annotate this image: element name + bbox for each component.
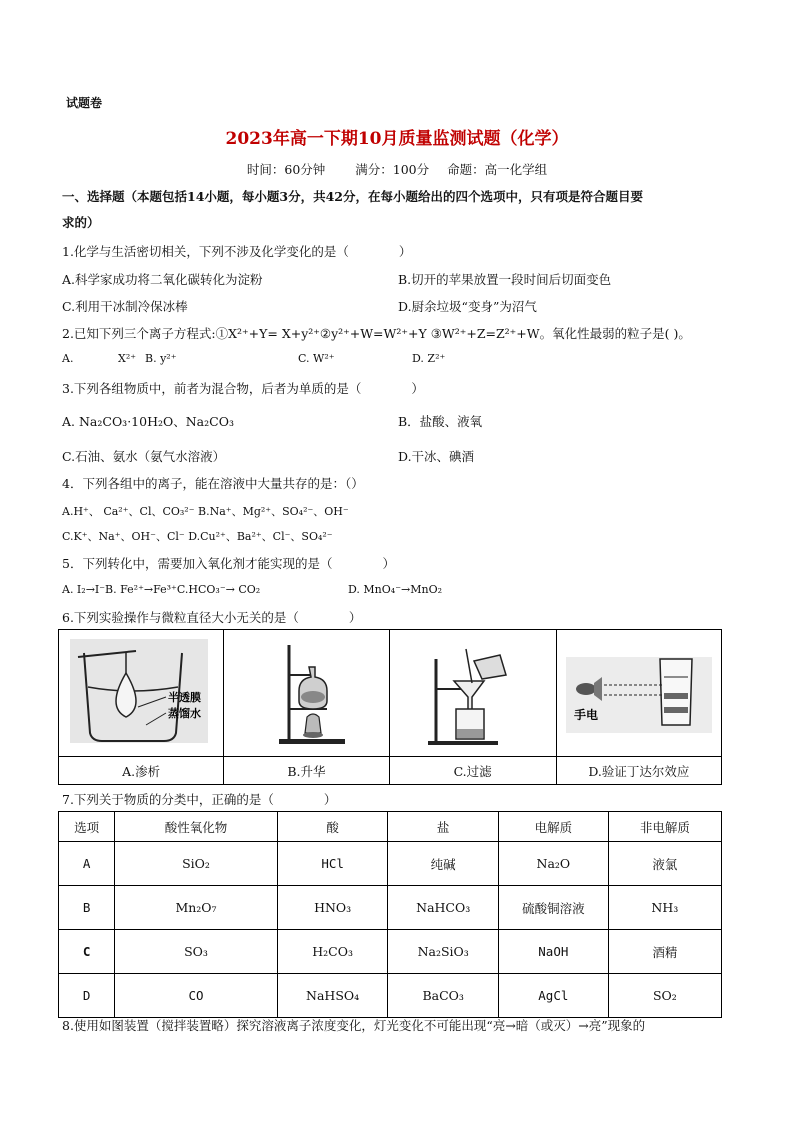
table-row — [59, 930, 722, 974]
question-2-stem: 2.已知下列三个离子方程式:①X²⁺+Y= X+y²⁺②y²⁺+W=W²⁺+Y ③W²⁺+Z=Z²⁺+W。氧化性最弱的粒子是( )。 — [62, 326, 691, 341]
tyndall-diagram — [564, 637, 714, 747]
table-header: 选项 — [59, 812, 115, 842]
table-cell: D — [59, 974, 115, 1018]
apparatus-table — [58, 629, 722, 785]
question-1-option-a: A.科学家成功将二氧化碳转化为淀粉 — [62, 272, 263, 287]
table-header: 非电解质 — [608, 812, 721, 842]
apparatus-filtration — [389, 630, 556, 757]
dialysis-diagram — [66, 637, 216, 747]
table-cell: NaHSO₄ — [277, 974, 388, 1018]
question-2-option-c: C. W²⁺ — [298, 352, 335, 365]
exam-meta — [0, 160, 794, 178]
table-cell: 酒精 — [608, 930, 721, 974]
membrane-label: 半透膜 — [168, 690, 202, 704]
table-cell: NaHCO₃ — [388, 886, 499, 930]
question-5-options-abc: A. I₂→I⁻B. Fe²⁺→Fe³⁺C.HCO₃⁻→ CO₂ — [62, 583, 261, 596]
question-3-option-c: C.石油、氨水（氨气水溶液） — [62, 449, 226, 464]
question-1-stem: 1.化学与生活密切相关，下列不涉及化学变化的是（ ） — [62, 244, 412, 259]
question-4-stem: 4．下列各组中的离子，能在溶液中大量共存的是：（） — [62, 476, 364, 491]
question-6-stem: 6.下列实验操作与微粒直径大小无关的是（ ） — [62, 610, 362, 625]
table-row — [59, 974, 722, 1018]
table-row — [59, 842, 722, 886]
table-cell: 硫酸铜溶液 — [498, 886, 608, 930]
table-cell: 纯碱 — [388, 842, 499, 886]
table-cell: NH₃ — [608, 886, 721, 930]
table-cell: H₂CO₃ — [277, 930, 388, 974]
table-cell: AgCl — [498, 974, 608, 1018]
question-2-option-a-label: A. — [62, 352, 74, 365]
caption-a: A.渗析 — [59, 757, 224, 785]
question-1-option-d: D.厨余垃圾“变身”为沼气 — [398, 299, 537, 314]
question-2-option-d: D. Z²⁺ — [412, 352, 446, 365]
caption-d: D.验证丁达尔效应 — [556, 757, 721, 785]
table-cell: HNO₃ — [277, 886, 388, 930]
table-header: 电解质 — [498, 812, 608, 842]
sublimation-diagram — [231, 637, 381, 747]
question-7-stem: 7.下列关于物质的分类中，正确的是（ ） — [62, 792, 337, 807]
flashlight-label: 手电 — [573, 707, 598, 722]
exam-title: 2023年高一下期10月质量监测试题（化学） — [225, 129, 569, 149]
table-cell: A — [59, 842, 115, 886]
table-header: 盐 — [388, 812, 499, 842]
question-4-options-ab: A.H⁺、 Ca²⁺、Cl、CO₃²⁻ B.Na⁺、Mg²⁺、SO₄²⁻、OH⁻ — [62, 505, 349, 518]
caption-c: C.过滤 — [389, 757, 556, 785]
table-cell: SO₃ — [115, 930, 278, 974]
question-4-options-cd: C.K⁺、Na⁺、OH⁻、Cl⁻ D.Cu²⁺、Ba²⁺、Cl⁻、SO₄²⁻ — [62, 530, 333, 543]
apparatus-dialysis — [59, 630, 224, 757]
table-cell: C — [59, 930, 115, 974]
exam-author: 命题：高一化学组 — [447, 162, 548, 177]
question-3-option-b: B．盐酸、液氧 — [398, 414, 483, 429]
distilled-water-label: 蒸馏水 — [168, 706, 202, 720]
table-cell: Mn₂O₇ — [115, 886, 278, 930]
apparatus-sublimation — [224, 630, 389, 757]
table-cell: NaOH — [498, 930, 608, 974]
table-cell: BaCO₃ — [388, 974, 499, 1018]
apparatus-tyndall — [556, 630, 721, 757]
section-heading: 一、选择题（本题包括14小题，每小题3分，共42分，在每小题给出的四个选项中，只有项是符合题目要 — [62, 189, 643, 204]
question-1-option-b: B.切开的苹果放置一段时间后切面变色 — [398, 272, 612, 287]
table-row — [59, 886, 722, 930]
question-3-stem: 3.下列各组物质中，前者为混合物，后者为单质的是（ ） — [62, 381, 424, 396]
classification-table — [58, 811, 722, 1018]
table-cell: Na₂SiO₃ — [388, 930, 499, 974]
question-5-option-d: D. MnO₄⁻→MnO₂ — [348, 583, 442, 596]
filtration-diagram — [398, 637, 548, 747]
table-cell: SO₂ — [608, 974, 721, 1018]
question-2-option-b: B. y²⁺ — [145, 352, 177, 365]
question-2-option-a: X²⁺ — [118, 352, 137, 365]
question-3-option-a: A. Na₂CO₃·10H₂O、Na₂CO₃ — [62, 414, 234, 429]
table-cell: 液氯 — [608, 842, 721, 886]
table-cell: CO — [115, 974, 278, 1018]
exam-time: 时间：60分钟 — [246, 162, 326, 177]
question-8-stem: 8.使用如图装置（搅拌装置略）探究溶液离子浓度变化，灯光变化不可能出现“亮→暗（或灭）→亮”现象的 — [62, 1018, 646, 1033]
question-5-stem: 5．下列转化中，需要加入氧化剂才能实现的是（ ） — [62, 556, 395, 571]
section-heading-cont: 求的） — [62, 215, 100, 230]
paper-header-label: 试题卷 — [66, 96, 103, 110]
table-header: 酸 — [277, 812, 388, 842]
exam-score: 满分：100分 — [355, 162, 430, 177]
table-header: 酸性氧化物 — [115, 812, 278, 842]
caption-b: B.升华 — [224, 757, 389, 785]
table-cell: Na₂O — [498, 842, 608, 886]
table-cell: HCl — [277, 842, 388, 886]
question-1-option-c: C.利用干冰制冷保冰棒 — [62, 299, 188, 314]
table-cell: SiO₂ — [115, 842, 278, 886]
question-3-option-d: D.干冰、碘酒 — [398, 449, 475, 464]
table-cell: B — [59, 886, 115, 930]
